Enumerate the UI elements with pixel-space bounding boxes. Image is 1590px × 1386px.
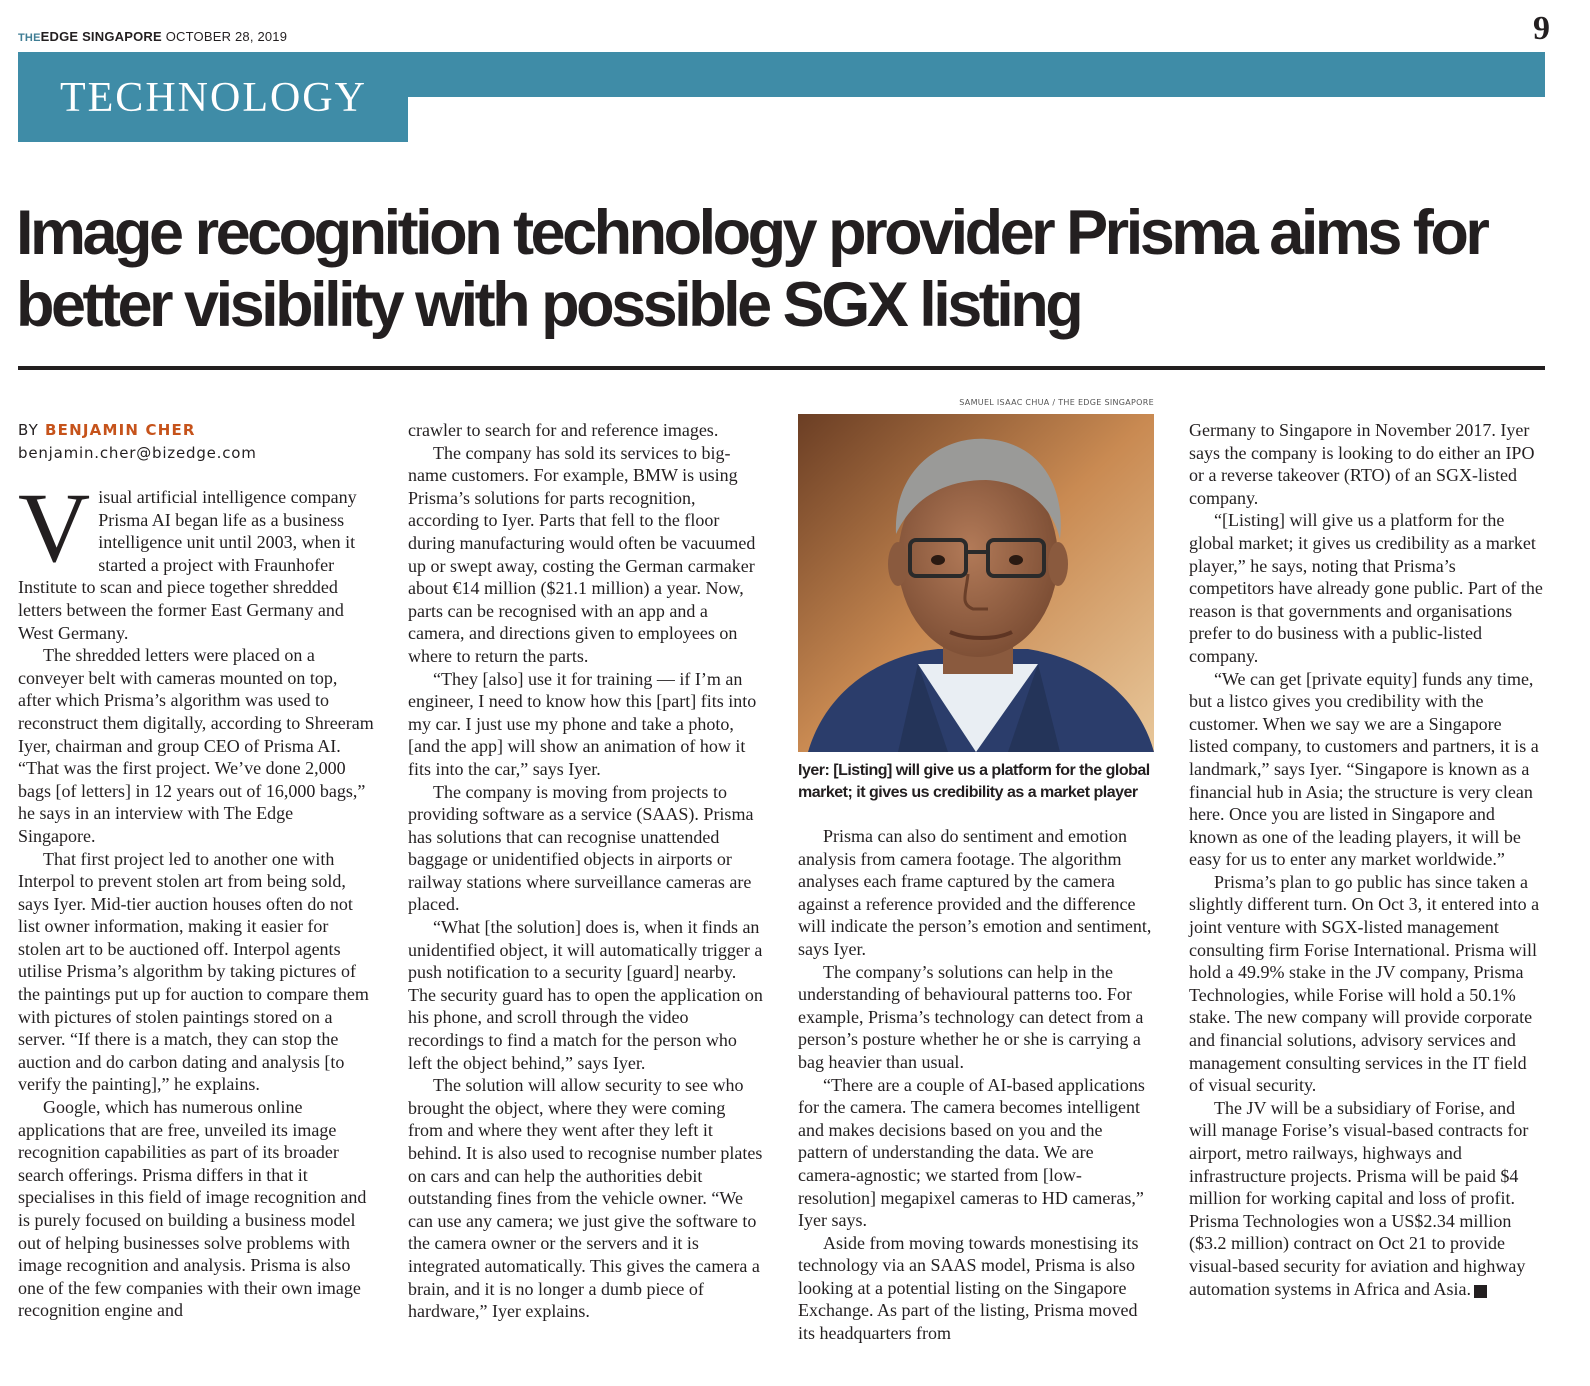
article-paragraph: Prisma’s plan to go public has since taken a slightly different turn. On Oct 3, it entered into a joint venture with SGX-listed management consulting firm Forise International. Prisma will hold a 49.9% stake in the JV company, Prisma Technologies, while Forise will hold a 50.1% stake. The new company will provide corporate and financial solutions, advisory services and management consulting services in the IT field of visual security. xyxy=(1189,871,1540,1096)
article-column-4 xyxy=(1189,419,1545,1300)
article-paragraph: The company is moving from projects to providing software as a service (SAAS). Prisma has solutions that can recognise unattended baggage or unidentified objects in airports or railway stations where surveillance cameras are placed. xyxy=(408,781,754,915)
article-paragraph: “There are a couple of AI-based applications for the camera. The camera becomes intelligent and makes decisions based on you and the pattern of understanding the data. We are camera-agnostic; we started from [low-resolution] megapixel cameras to HD cameras,” Iyer says. xyxy=(798,1074,1145,1231)
article-paragraph: That first project led to another one with Interpol to prevent stolen art from being sold, says Iyer. Mid-tier auction houses often do not list owner information, making it easier for stolen art to be auctioned off. Interpol agents utilise Prisma’s algorithm by taking pictures of the paintings put up for auction to compare them with pictures of stolen paintings stored on a server. “If there is a match, they can stop the auction and do carbon dating and analysis [to verify the painting],” he explains. xyxy=(18,848,369,1095)
byline-prefix: BY xyxy=(18,421,46,439)
author-email: benjamin.cher@bizedge.com xyxy=(18,444,257,462)
article-paragraph: “They [also] use it for training — if I’m an engineer, I need to know how this [part] fits into my car. I just use my phone and take a photo, [and the app] will show an animation of how it fits into the car,” says Iyer. xyxy=(408,668,757,779)
author-name: BENJAMIN CHER xyxy=(45,421,196,439)
article-paragraph: The company has sold its services to big-name customers. For example, BMW is using Prisma’s solutions for parts recognition, according to Iyer. Parts that fell to the floor during manufacturing would often be vacuumed up or swept away, costing the German carmaker about €14 million ($21.1 million) a year. Now, parts can be recognised with an app and a camera, and directions given to employees on where to return the parts. xyxy=(408,442,756,666)
article-paragraph: “What [the solution] does is, when it finds an unidentified object, it will automatically trigger a push notification to a security [guard] nearby. The security guard has to open the application on his phone, and scroll through the video recordings to find a match for the person who left the object behind,” says Iyer. xyxy=(408,917,763,1073)
masthead-the: THE xyxy=(18,32,41,44)
article-paragraph: crawler to search for and reference images. xyxy=(408,420,719,440)
article-paragraph: Google, which has numerous online applications that are free, unveiled its image recognition capabilities as part of its broader search offerings. Prisma differs in that it specialises in this field of image recognition and is purely focused on building a business model out of helping businesses solve problems with image recognition and analysis. Prisma is also one of the few companies with their own image recognition engine and xyxy=(18,1097,367,1321)
article-paragraph: “[Listing] will give us a platform for the global market; it gives us credibility as a market player,” he says, noting that Prisma’s competitors have already gone public. Part of the reason is that governments and organisations prefer to do business with a public-listed company. xyxy=(1189,510,1543,666)
masthead xyxy=(18,29,287,44)
article-paragraph: Visual artificial intelligence company Prisma AI began life as a business intelligence unit until 2003, when it started a project with Fraunhofer Institute to scan and piece together shredded letters between the former East Germany and West Germany. xyxy=(18,472,357,643)
headline-rule xyxy=(18,366,1545,370)
article-column-3 xyxy=(798,825,1154,1345)
article-paragraph: The solution will allow security to see who brought the object, where they were coming from and where they went after they left it behind. It is also used to recognise number plates on cars and can help the authorities debit outstanding fines from the vehicle owner. “We can use any camera; we just give the software to the camera owner or the servers and it is integrated automatically. This gives the camera a brain, and it is no longer a dumb piece of hardware,” Iyer explains. xyxy=(408,1075,763,1322)
photo-caption: Iyer: [Listing] will give us a platform for the global market; it gives us credibility as a market player xyxy=(798,762,1150,801)
article-column-2 xyxy=(408,419,764,1323)
article-paragraph: Germany to Singapore in November 2017. Iyer says the company is looking to do either an IPO or a reverse takeover (RTO) of an SGX-listed company. xyxy=(1189,420,1535,508)
portrait-illustration xyxy=(798,414,1154,752)
page-number: 9 xyxy=(1533,10,1550,47)
photo-credit: SAMUEL ISAAC CHUA / THE EDGE SINGAPORE xyxy=(959,398,1154,407)
drop-cap: V xyxy=(18,472,91,583)
masthead-brand: EDGE SINGAPORE xyxy=(40,29,162,44)
article-paragraph: The shredded letters were placed on a conveyer belt with cameras mounted on top, after which Prisma’s algorithm was used to reconstruct them digitally, according to Shreeram Iyer, chairman and group CEO of Prisma AI. “That was the first project. We’ve done 2,000 bags [of letters] in 12 years out of 16,000 bags,” he says in an interview with The Edge Singapore. xyxy=(18,645,374,846)
article-column-1 xyxy=(18,472,374,1322)
article-paragraph: The company’s solutions can help in the understanding of behavioural patterns too. For example, Prisma’s technology can detect from a person’s posture whether he or she is carrying a bag heavier than usual. xyxy=(798,961,1144,1072)
issue-date: OCTOBER 28, 2019 xyxy=(165,29,288,44)
headline: Image recognition technology provider Prisma aims for better visibility with possible SGX listing xyxy=(16,198,1487,340)
end-mark-icon: E xyxy=(1474,1285,1487,1298)
article-paragraph: Prisma can also do sentiment and emotion analysis from camera footage. The algorithm analyses each frame captured by the camera against a reference provided and the difference will indicate the person’s emotion and sentiment, says Iyer. xyxy=(798,826,1152,959)
section-label: TECHNOLOGY xyxy=(18,52,408,142)
article-paragraph: Aside from moving towards monestising its technology via an SAAS model, Prisma is also looking at a potential listing on the Singapore Exchange. As part of the listing, Prisma moved its headquarters from xyxy=(798,1232,1139,1344)
article-paragraph: “We can get [private equity] funds any time, but a listco gives you credibility with the customer. When we say we are a Singapore listed company, to customers and partners, it is a landmark,” says Iyer. “Singapore is known as a financial hub in Asia; the structure is very clean here. Once you are listed in Singapore and known as one of the leading players, it will be easy for us to enter any market worldwide.” xyxy=(1189,668,1539,870)
byline xyxy=(18,421,196,439)
article-paragraph: The JV will be a subsidiary of Forise, and will manage Forise’s visual-based contracts for airport, metro railways, highways and infrastructure projects. Prisma will be paid $4 million for working capital and loss of profit. Prisma Technologies won a US$2.34 million ($3.2 million) contract on Oct 21 to provide visual-based security for aviation and highway automation systems in Africa and Asia. E xyxy=(1189,1097,1529,1299)
portrait-photo xyxy=(798,414,1154,752)
